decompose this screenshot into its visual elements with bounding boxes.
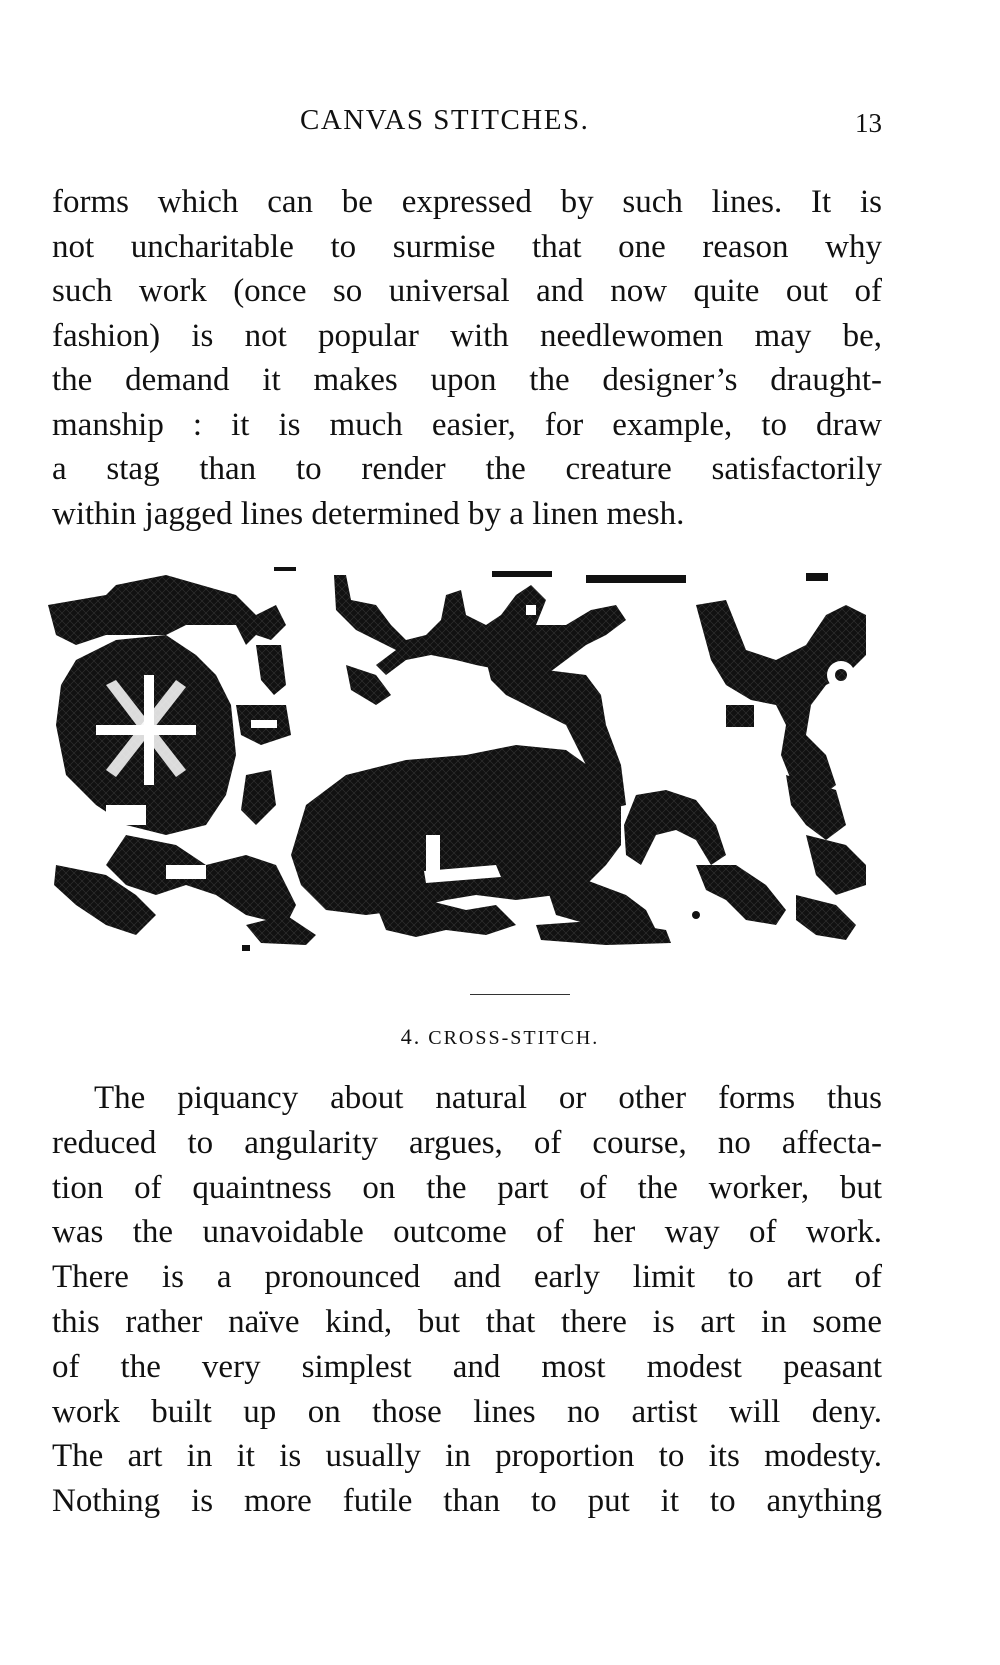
text-line: manship : it is much easier, for example, to draw [52, 406, 882, 443]
figure-caption [0, 1024, 1000, 1050]
figure-number: 4. [400, 1024, 422, 1049]
rosette-motif [48, 575, 316, 945]
text-line: fashion) is not popular with needlewomen may be, [52, 317, 882, 354]
paragraph-top [52, 180, 882, 536]
text-line: reduced to angularity argues, of course, no affecta- [52, 1124, 882, 1161]
text-line: work built up on those lines no artist will deny. [52, 1393, 882, 1430]
text-line: The art in it is usually in proportion to its modesty. [52, 1438, 882, 1475]
text-line: of the very simplest and most modest peasant [52, 1348, 882, 1385]
page-number: 13 [855, 108, 882, 138]
text-line: was the unavoidable outcome of her way of work. [52, 1214, 882, 1251]
paragraph-bottom [52, 1076, 882, 1524]
text-line: forms which can be expressed by such lines. It is [52, 184, 882, 220]
text-line: such work (once so universal and now quite out of [52, 273, 882, 309]
running-head [0, 104, 1000, 144]
text-line: not uncharitable to surmise that one reason why [52, 228, 882, 265]
cross-stitch-figure [46, 565, 886, 1005]
cross-stitch-illustration [46, 565, 886, 1005]
text-line: Nothing is more futile than to put it to anything [52, 1483, 882, 1520]
text-line: the demand it makes upon the designer’s draught- [52, 362, 882, 398]
text-line: a stag than to render the creature satisfactorily [52, 451, 882, 487]
text-line: within jagged lines determined by a linen mesh. [52, 495, 685, 532]
running-title: CANVAS STITCHES. [300, 104, 590, 136]
text-line: this rather naïve kind, but that there is art in some [52, 1303, 882, 1340]
figure-caption-text: CROSS-STITCH. [428, 1027, 600, 1049]
right-motif-highlight [827, 661, 855, 689]
figure-rule [470, 994, 570, 995]
text-line: The piquancy about natural or other forms thus [94, 1080, 882, 1116]
text-line: There is a pronounced and early limit to art of [52, 1259, 882, 1296]
text-line: tion of quaintness on the part of the worker, but [52, 1169, 882, 1206]
top-border-fragments [274, 567, 828, 583]
